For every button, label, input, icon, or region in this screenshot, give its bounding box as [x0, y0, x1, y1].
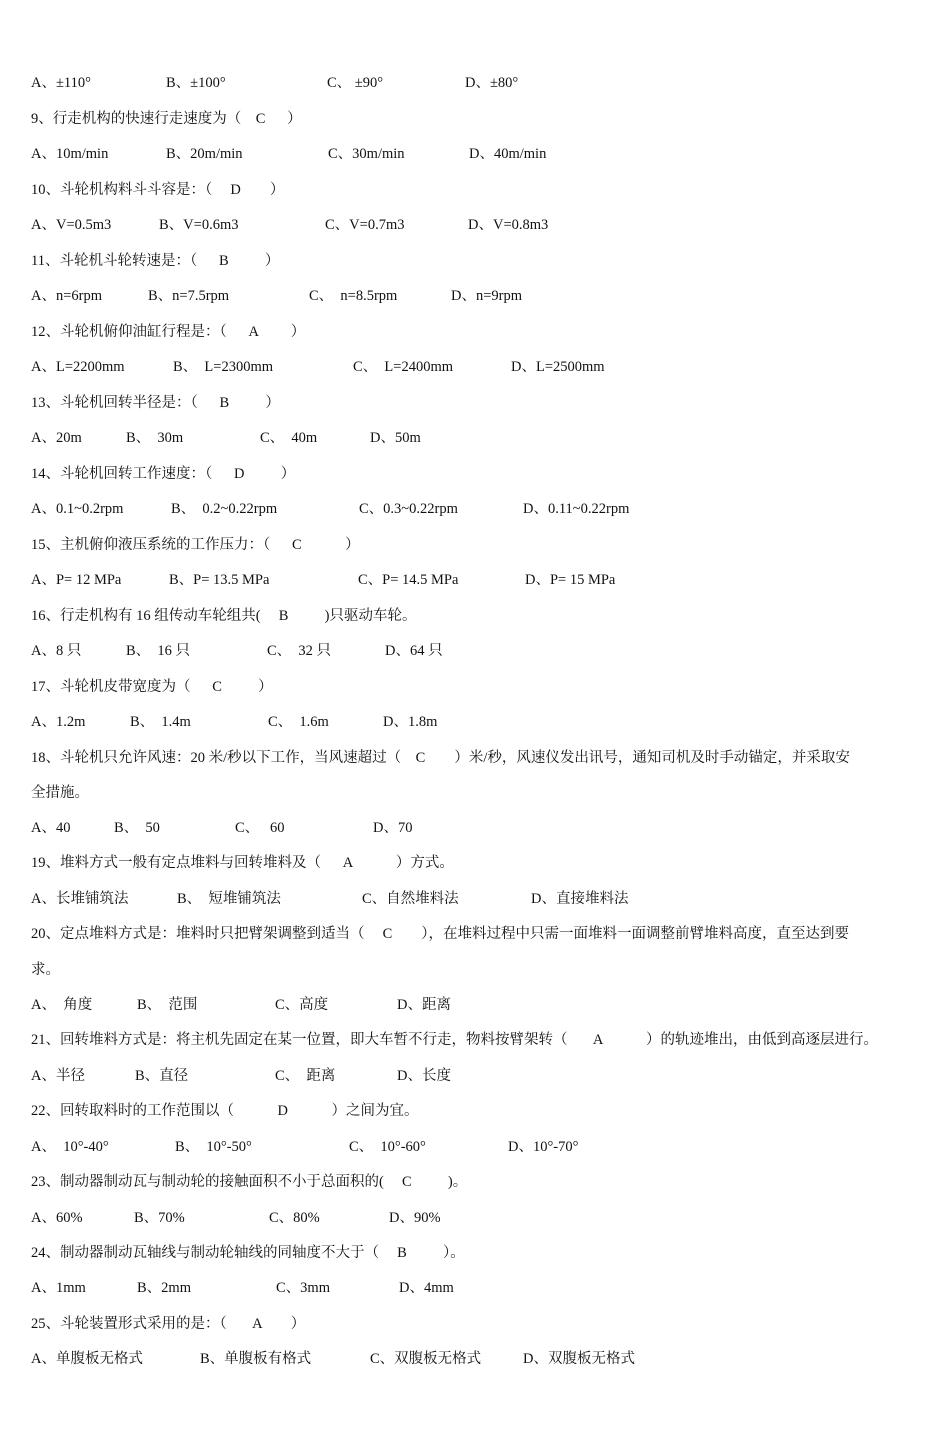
question-text: 10、斗轮机构料斗斗容是：（ D ）: [31, 182, 285, 198]
answer-option-b: B、 0.2~0.22rpm: [171, 501, 278, 517]
answer-option-d: D、50m: [370, 430, 421, 446]
answer-option-b: B、 16 只: [126, 643, 191, 659]
answer-option-c: C、 1.6m: [268, 714, 329, 730]
answer-option-a: A、8 只: [31, 643, 82, 659]
answer-option-c: C、 40m: [260, 430, 318, 446]
answer-option-a: A、 角度: [31, 997, 93, 1013]
answer-option-d: D、40m/min: [469, 146, 547, 162]
question-text: 21、回转堆料方式是：将主机先固定在某一位置，即大车暂不行走，物料按臂架转（ A ）的轨迹堆出，由低到高逐层进行。: [31, 1032, 879, 1048]
answer-option-d: D、直接堆料法: [531, 891, 629, 907]
answer-option-c: C、3mm: [276, 1280, 330, 1296]
answer-option-d: D、70: [373, 820, 413, 836]
answer-option-b: B、 短堆铺筑法: [177, 891, 281, 907]
answer-option-a: A、10m/min: [31, 146, 109, 162]
answer-option-c: C、高度: [275, 997, 329, 1013]
answer-option-a: A、长堆铺筑法: [31, 891, 129, 907]
answer-option-b: B、2mm: [137, 1280, 191, 1296]
answer-option-d: D、64 只: [385, 643, 443, 659]
answer-option-a: A、P= 12 MPa: [31, 572, 122, 588]
answer-option-b: B、 30m: [126, 430, 184, 446]
answer-option-c: C、 距离: [275, 1068, 336, 1084]
answer-option-c: C、80%: [269, 1210, 320, 1226]
answer-option-c: C、 32 只: [267, 643, 332, 659]
answer-option-d: D、n=9rpm: [451, 288, 523, 304]
question-text: 13、斗轮机回转半径是：（ B ）: [31, 395, 280, 411]
answer-option-c: C、 60: [235, 820, 285, 836]
question-text: 求。: [31, 962, 60, 978]
answer-option-a: A、60%: [31, 1210, 83, 1226]
question-text: 17、斗轮机皮带宽度为（ C ）: [31, 679, 273, 695]
answer-option-a: A、 10°-40°: [31, 1139, 109, 1155]
question-text: 25、斗轮装置形式采用的是：（ A ）: [31, 1316, 306, 1332]
answer-option-c: C、 ±90°: [327, 75, 384, 91]
question-text: 9、行走机构的快速行走速度为（ C ）: [31, 111, 302, 127]
answer-option-d: D、1.8m: [383, 714, 438, 730]
answer-option-a: A、20m: [31, 430, 82, 446]
answer-option-c: C、P= 14.5 MPa: [358, 572, 459, 588]
answer-option-c: C、0.3~0.22rpm: [359, 501, 458, 517]
answer-option-b: B、 1.4m: [130, 714, 191, 730]
answer-option-b: B、单腹板有格式: [200, 1351, 312, 1367]
answer-option-a: A、半径: [31, 1068, 85, 1084]
answer-option-b: B、70%: [134, 1210, 185, 1226]
answer-option-a: A、L=2200mm: [31, 359, 125, 375]
question-text: 23、制动器制动瓦与制动轮的接触面积不小于总面积的( C )。: [31, 1174, 468, 1190]
answer-option-d: D、长度: [397, 1068, 451, 1084]
answer-option-b: B、 10°-50°: [175, 1139, 252, 1155]
answer-option-a: A、0.1~0.2rpm: [31, 501, 124, 517]
answer-option-d: D、±80°: [465, 75, 519, 91]
answer-option-b: B、n=7.5rpm: [148, 288, 230, 304]
question-text: 15、主机俯仰液压系统的工作压力：（ C ）: [31, 537, 360, 553]
question-text: 12、斗轮机俯仰油缸行程是：（ A ）: [31, 324, 306, 340]
answer-option-c: C、 L=2400mm: [353, 359, 454, 375]
answer-option-c: C、 n=8.5rpm: [309, 288, 398, 304]
answer-option-a: A、±110°: [31, 75, 91, 91]
answer-option-c: C、V=0.7m3: [325, 217, 405, 233]
answer-option-d: D、P= 15 MPa: [525, 572, 616, 588]
answer-option-d: D、4mm: [399, 1280, 454, 1296]
answer-option-d: D、V=0.8m3: [468, 217, 549, 233]
answer-option-d: D、L=2500mm: [511, 359, 605, 375]
answer-option-d: D、10°-70°: [508, 1139, 579, 1155]
answer-option-b: B、P= 13.5 MPa: [169, 572, 270, 588]
answer-option-b: B、 50: [114, 820, 160, 836]
answer-option-a: A、40: [31, 820, 71, 836]
answer-option-c: C、 10°-60°: [349, 1139, 426, 1155]
question-text: 16、行走机构有 16 组传动车轮组共( B )只驱动车轮。: [31, 608, 417, 624]
question-text: 24、制动器制动瓦轴线与制动轮轴线的同轴度不大于（ B ）。: [31, 1245, 465, 1261]
answer-option-a: A、n=6rpm: [31, 288, 103, 304]
answer-option-c: C、30m/min: [328, 146, 405, 162]
answer-option-b: B、V=0.6m3: [159, 217, 239, 233]
answer-option-b: B、20m/min: [166, 146, 243, 162]
question-text: 22、回转取料时的工作范围以（ D ）之间为宜。: [31, 1103, 419, 1119]
answer-option-b: B、 L=2300mm: [173, 359, 274, 375]
question-text: 19、堆料方式一般有定点堆料与回转堆料及（ A ）方式。: [31, 855, 454, 871]
answer-option-d: D、双腹板无格式: [523, 1351, 635, 1367]
answer-option-c: C、双腹板无格式: [370, 1351, 482, 1367]
answer-option-d: D、90%: [389, 1210, 441, 1226]
question-text: 18、斗轮机只允许风速：20 米/秒以下工作，当风速超过（ C ）米/秒，风速仪发出讯号，通知司机及时手动锚定，并采取安: [31, 750, 850, 766]
answer-option-a: A、1.2m: [31, 714, 86, 730]
answer-option-a: A、单腹板无格式: [31, 1351, 143, 1367]
question-text: 20、定点堆料方式是：堆料时只把臂架调整到适当（ C ），在堆料过程中只需一面堆料一面调整前臂堆料高度，直至达到要: [31, 926, 850, 942]
answer-option-b: B、直径: [135, 1068, 189, 1084]
question-text: 11、斗轮机斗轮转速是：（ B ）: [31, 253, 280, 269]
question-text: 14、斗轮机回转工作速度：（ D ）: [31, 466, 296, 482]
answer-option-c: C、自然堆料法: [362, 891, 459, 907]
answer-option-a: A、1mm: [31, 1280, 86, 1296]
answer-option-a: A、V=0.5m3: [31, 217, 112, 233]
question-text: 全措施。: [31, 785, 89, 801]
answer-option-b: B、 范围: [137, 997, 198, 1013]
answer-option-b: B、±100°: [166, 75, 226, 91]
answer-option-d: D、0.11~0.22rpm: [523, 501, 630, 517]
answer-option-d: D、距离: [397, 997, 451, 1013]
